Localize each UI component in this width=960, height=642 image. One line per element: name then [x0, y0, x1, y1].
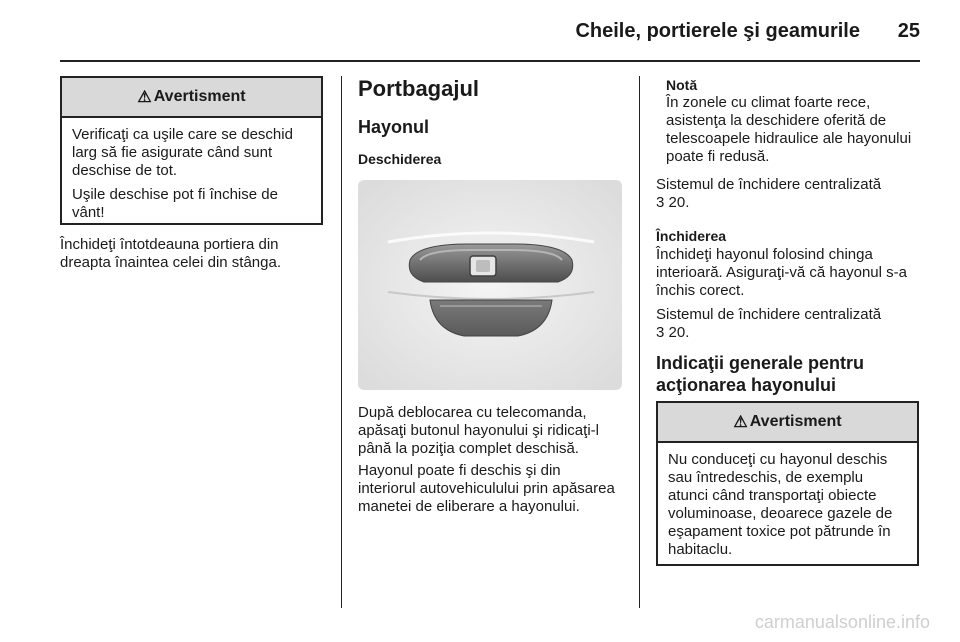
warning-triangle-icon: ⚠ — [137, 89, 152, 106]
closing-text: Închideţi hayonul folosind chinga interioară. Asiguraţi-vă că hayonul s-a închis corect. — [656, 246, 907, 299]
general-indications-title: Indicaţii generale pentru acţionarea hayonului — [656, 353, 865, 395]
warning-paragraph-1: Verificaţi ca uşile care se deschid larg să fie asigurate când sunt deschise de tot. — [72, 126, 293, 179]
opening-paragraph-1: După deblocarea cu telecomanda, apăsaţi butonul hayonului şi ridicaţi-l până la poziţia complet deschisă. — [358, 404, 599, 457]
warning-title: Avertisment — [153, 88, 246, 105]
warning-header — [62, 78, 321, 118]
subsection-title-hayonul: Hayonul — [358, 117, 430, 137]
warning-box-tailgate — [656, 401, 919, 566]
page-number: 25 — [897, 20, 920, 42]
tailgate-release-handle-illustration — [358, 180, 622, 390]
warning-triangle-icon: ⚠ — [733, 414, 748, 431]
column-divider-left — [341, 76, 342, 608]
warning-body — [658, 443, 917, 559]
heading-inchiderea: Închiderea — [656, 228, 727, 244]
opening-paragraph-2: Hayonul poate fi deschis şi din interiorul autovehiculului prin apăsarea manetei de eliberare a hayonului. — [358, 462, 615, 515]
central-locking-text-1: Sistemul de închidere centralizată — [656, 176, 882, 193]
warning-header — [658, 403, 917, 443]
warning-box-doors — [60, 76, 323, 225]
heading-deschiderea: Deschiderea — [358, 151, 442, 167]
warning-body — [62, 118, 321, 222]
warning-paragraph-2: Uşile deschise pot fi închise de vânt! — [72, 186, 278, 221]
section-title-portbagajul: Portbagajul — [358, 76, 480, 101]
note-title: Notă — [666, 77, 698, 93]
note-text: În zonele cu climat foarte rece, asistenţa la deschidere oferită de telescoapele hidraulice ale hayonului poate fi redusă. — [666, 94, 912, 165]
page-reference-2: 3 20. — [656, 324, 690, 341]
page-reference-1: 3 20. — [656, 194, 690, 211]
central-locking-text-2: Sistemul de închidere centralizată — [656, 306, 882, 323]
watermark: carmanualsonline.info — [754, 612, 930, 632]
warning-title: Avertisment — [749, 413, 842, 430]
header-rule — [60, 60, 920, 62]
door-closing-paragraph: Închideţi întotdeauna portiera din dreapta înaintea celei din stânga. — [60, 236, 281, 271]
warning-paragraph: Nu conduceţi cu hayonul deschis sau întredeschis, de exemplu atunci când transportaţi obiecte voluminoase, deoarece gazele de eşapament toxice pot pătrunde în habitaclu. — [668, 451, 893, 558]
page-header-title: Cheile, portierele şi geamurile — [575, 20, 860, 42]
column-divider-right — [639, 76, 640, 608]
